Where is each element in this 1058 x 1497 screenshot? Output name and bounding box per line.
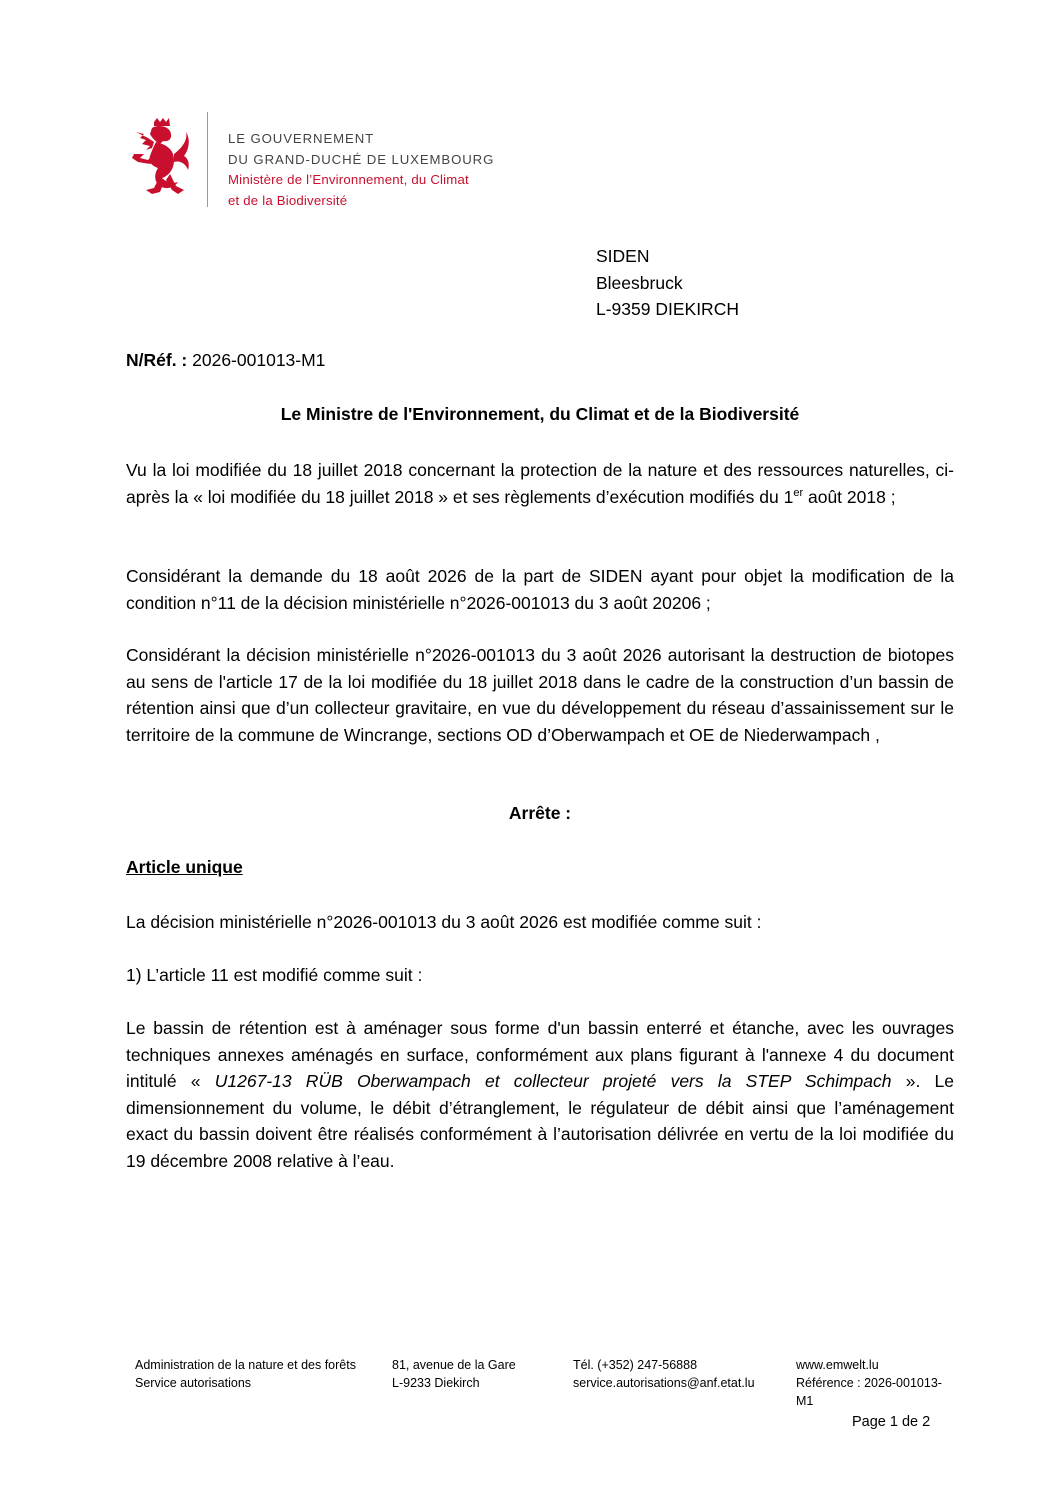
vu-tail: août 2018 ;	[803, 486, 896, 507]
recipient-line-3: L-9359 DIEKIRCH	[596, 299, 739, 319]
footer-col2-line2: L-9233 Diekirch	[392, 1376, 480, 1390]
reference-value: 2026-001013-M1	[192, 350, 326, 370]
letterhead-text	[228, 129, 494, 211]
paragraph-article-intro: La décision ministérielle n°2026-001013 du 3 août 2026 est modifiée comme suit :	[126, 912, 762, 932]
ministry-line-2: et de la Biodiversité	[228, 192, 348, 208]
ministry-line-1: Ministère de l’Environnement, du Climat	[228, 172, 469, 187]
document-title: Le Ministre de l'Environnement, du Climat et de la Biodiversité	[280, 404, 800, 424]
gov-line-1: LE GOUVERNEMENT	[228, 131, 375, 146]
recipient-line-1: SIDEN	[596, 246, 650, 266]
paragraph-article-body	[126, 1015, 954, 1174]
footer-address	[392, 1356, 516, 1392]
recipient-line-2: Bleesbruck	[596, 272, 683, 293]
paragraph-considerant-2: Considérant la décision ministérielle n°2026-001013 du 3 août 2026 autorisant la destruction de biotopes au sens de l'article 17 de la loi modifiée du 18 juillet 2018 dans le cadre de la construction d’un bassin de rétention ainsi que d’un collecteur gravitaire, en vue du développement du réseau d’assainissement sur le territoire de la commune de Wincrange, sections OD d’Oberwampach et OE de Niederwampach ,	[126, 645, 954, 745]
vu-superscript: er	[793, 486, 804, 499]
letterhead-divider	[207, 112, 208, 207]
footer-website: www.emwelt.lu	[796, 1358, 879, 1372]
reference-label: N/Réf. :	[126, 350, 188, 370]
recipient-address	[596, 243, 739, 323]
footer-reference: Référence : 2026-001013-M1	[796, 1376, 942, 1408]
footer-contact	[573, 1356, 755, 1392]
body-document-title: U1267-13 RÜB Oberwampach et collecteur projeté vers la STEP Schimpach	[214, 1071, 892, 1091]
paragraph-item-1: 1) L’article 11 est modifié comme suit :	[126, 965, 423, 985]
paragraph-vu	[126, 457, 954, 510]
paragraph-considerant-1: Considérant la demande du 18 août 2026 de la part de SIDEN ayant pour objet la modification de la condition n°11 de la décision ministérielle n°2026-001013 du 3 août 20206 ;	[126, 566, 954, 613]
body-part-2: ». Le dimensionnement du volume, le débit d’étranglement, le régulateur de débit ainsi que l’aménagement exact du bassin doivent être réalisés conformément à l’autorisation délivrée en vertu de la loi modifiée du 19 décembre 2008 relative à l’eau.	[126, 1071, 954, 1171]
page-number: Page 1 de 2	[852, 1414, 931, 1430]
red-lion-icon	[130, 118, 192, 198]
footer-col1-line2: Service autorisations	[135, 1376, 252, 1390]
gov-line-2: DU GRAND-DUCHÉ DE LUXEMBOURG	[228, 151, 495, 167]
footer-administration	[135, 1356, 356, 1392]
body-part-1: Le bassin de rétention est à aménager sous forme d'un bassin enterré et étanche, avec les ouvrages techniques annexes aménagés en surface, conformément aux plans figurant à l'annexe 4 du document intitulé «	[126, 1018, 954, 1091]
arrete-heading: Arrête :	[508, 803, 572, 823]
reference	[126, 350, 325, 371]
footer-col1-line1: Administration de la nature et des forêts	[135, 1358, 356, 1372]
footer-col2-line1: 81, avenue de la Gare	[392, 1358, 516, 1372]
footer-web	[796, 1356, 956, 1410]
article-heading: Article unique	[126, 857, 243, 877]
footer-email: service.autorisations@anf.etat.lu	[573, 1376, 755, 1390]
vu-main: Vu la loi modifiée du 18 juillet 2018 concernant la protection de la nature et des ressources naturelles, ci-après la « loi modifiée du 18 juillet 2018 » et ses règlements d’exécution modifiés du 1	[126, 460, 954, 507]
footer-phone: Tél. (+352) 247-56888	[573, 1358, 698, 1372]
